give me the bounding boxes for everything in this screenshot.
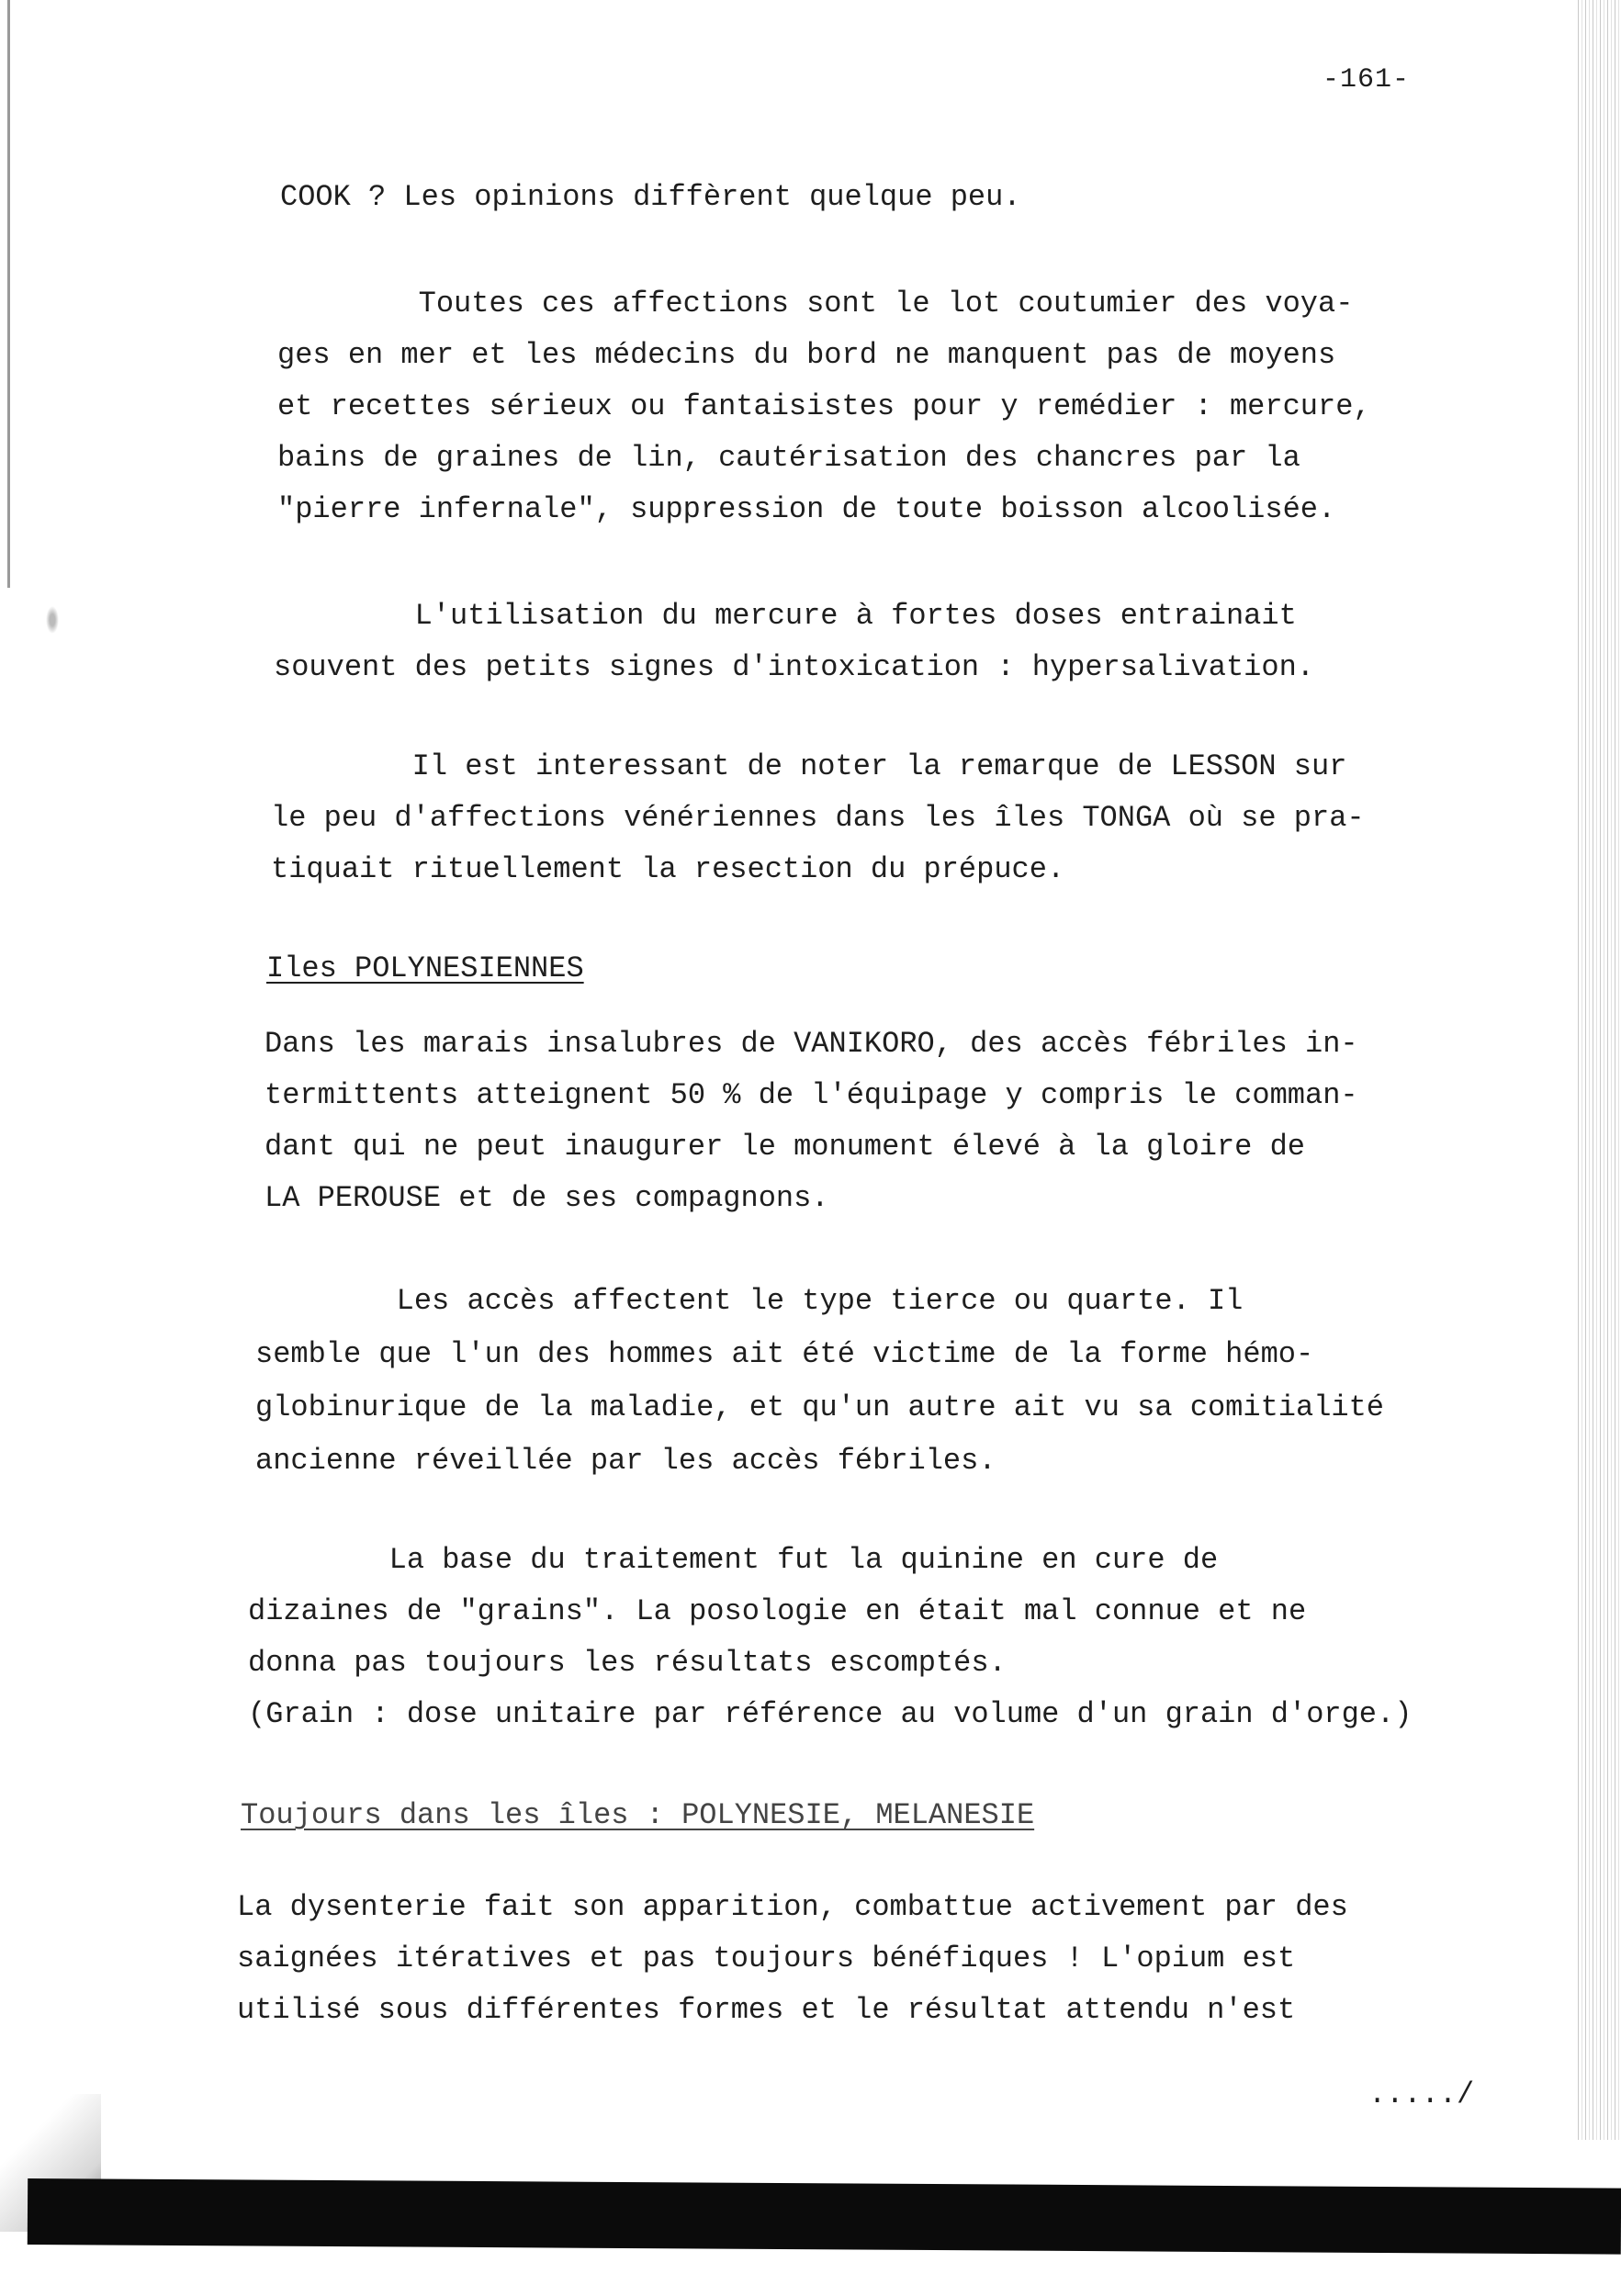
section-heading: Toujours dans les îles : POLYNESIE, MELANESIE (241, 1798, 1035, 1832)
text-line: utilisé sous différentes formes et le résultat attendu n'est (237, 1993, 1296, 2027)
text-line: le peu d'affections vénériennes dans les îles TONGA où se pra- (271, 801, 1365, 835)
text-line: LA PEROUSE et de ses compagnons. (265, 1181, 829, 1215)
page-number: -161- (1323, 64, 1411, 96)
text-line: (Grain : dose unitaire par référence au volume d'un grain d'orge.) (248, 1697, 1413, 1731)
text-line: Toutes ces affections sont le lot coutumier des voya- (277, 287, 1354, 321)
continuation-mark: ...../ (1368, 2077, 1475, 2111)
text-line: ges en mer et les médecins du bord ne manquent pas de moyens (277, 338, 1336, 372)
text-line: souvent des petits signes d'intoxication : hypersalivation. (274, 650, 1314, 684)
text-line: saignées itératives et pas toujours bénéfiques ! L'opium est (237, 1941, 1296, 1975)
text-line: "pierre infernale", suppression de toute boisson alcoolisée. (277, 492, 1336, 526)
scan-bottom-bar (28, 2178, 1621, 2255)
text-line: ancienne réveillée par les accès fébriles. (255, 1444, 996, 1478)
text-line: termittents atteignent 50 % de l'équipage y compris le comman- (265, 1078, 1358, 1112)
text-line: L'utilisation du mercure à fortes doses entrainait (274, 599, 1297, 633)
text-line: La base du traitement fut la quinine en cure de (248, 1543, 1219, 1577)
scan-speck (46, 606, 59, 634)
text-line: Dans les marais insalubres de VANIKORO, des accès fébriles in- (265, 1027, 1358, 1061)
text-line: dizaines de "grains". La posologie en était mal connue et ne (248, 1594, 1307, 1628)
text-line: semble que l'un des hommes ait été victime de la forme hémo- (255, 1337, 1314, 1371)
text-line: Les accès affectent le type tierce ou quarte. Il (255, 1284, 1244, 1318)
text-line: Il est interessant de noter la remarque de LESSON sur (271, 749, 1347, 783)
text-line: et recettes sérieux ou fantaisistes pour y remédier : mercure, (277, 389, 1371, 423)
text-line: tiquait rituellement la resection du prépuce. (271, 852, 1065, 886)
left-edge-rule (7, 0, 10, 588)
text-line: globinurique de la maladie, et qu'un autre ait vu sa comitialité (255, 1390, 1384, 1424)
text-line: donna pas toujours les résultats escomptés. (248, 1646, 1007, 1680)
text-line: La dysenterie fait son apparition, combattue activement par des (237, 1890, 1348, 1924)
text-line: COOK ? Les opinions diffèrent quelque peu. (280, 180, 1021, 214)
text-line: bains de graines de lin, cautérisation des chancres par la (277, 441, 1300, 475)
section-heading: Iles POLYNESIENNES (266, 951, 584, 985)
binding-edge-shadow (1575, 0, 1621, 2140)
text-line: dant qui ne peut inaugurer le monument élevé à la gloire de (265, 1130, 1305, 1164)
